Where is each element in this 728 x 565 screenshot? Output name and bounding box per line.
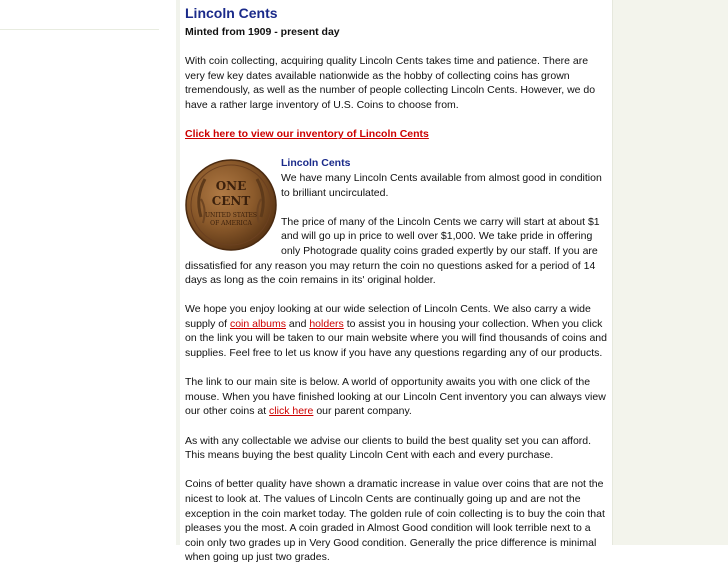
inventory-link[interactable]: Click here to view our inventory of Lincoln Cents [185,128,429,141]
main-content [185,5,609,565]
lincoln-cents-text-2: The price of many of the Lincoln Cents we carry will start at about $1 and will go up in price to well over $1,000. We take pride in offering only Photograde quality coins graded expertly by our staff. If you are dissatisfied for any reason you may return the coin no questions asked for a period of 14 days as long as the coin remains in its' original holder. [185,215,600,287]
inventory-link-paragraph [185,127,609,142]
lincoln-cents-section [185,156,609,287]
lincoln-cents-text-1: We have many Lincoln Cents available from almost good in condition to brilliant uncirculated. [281,171,602,199]
svg-text:ONE: ONE [215,179,247,194]
right-sidebar [612,0,728,545]
quality-paragraph: Coins of better quality have shown a dramatic increase in value over coins that are not the nicest to look at. The values of Lincoln Cents are continually going up and are not the exception in the coin market today. The golden rule of coin collecting is to buy the coin that pleases you the most. A coin graded in Almost Good condition will look terrible next to a coin only two grades up in Very Good condition. Generally the price difference is minimal when going up just two grades. [185,478,605,564]
svg-text:OF AMERICA: OF AMERICA [210,220,252,228]
main-site-paragraph: The link to our main site is below. A world of opportunity awaits you with one click of the mouse. When you have finished looking at our Lincoln Cent inventory you can always view our other coins at click here our parent company. [185,376,606,418]
left-sidebar [0,0,159,545]
intro-paragraph: With coin collecting, acquiring quality Lincoln Cents takes time and patience. There are very few key dates available nationwide as the hobby of collecting coins has grown tremendously, as well as the number of people collecting Lincoln Cents. However, we do have a rather large inventory of U.S. Coins to choose from. [185,55,596,111]
page-title: Lincoln Cents [185,5,278,21]
advice-paragraph: As with any collectable we advise our clients to build the best quality set you can afford. This means buying the best quality Lincoln Cent with each and every purchase. [185,434,592,462]
lincoln-cent-reverse-icon [185,157,277,253]
supplies-paragraph: We hope you enjoy looking at our wide selection of Lincoln Cents. We also carry a wide supply of coin albums and holders to assist you in housing your collection. When you click on the link you will be taken to our main website where you will find thousands of coins and supplies. Feel free to let us know if you have any questions regarding any of our products. [185,303,607,360]
holders-link[interactable]: holders [309,317,344,330]
svg-text:UNITED STATES: UNITED STATES [204,212,258,220]
page-subtitle: Minted from 1909 - present day [185,26,340,38]
left-sidebar-rule [0,29,159,30]
parent-company-link[interactable]: click here [269,405,314,418]
lincoln-cents-heading: Lincoln Cents [281,157,351,170]
column-divider [176,0,180,545]
svg-text:CENT: CENT [211,194,251,209]
coin-albums-link[interactable]: coin albums [229,317,286,330]
